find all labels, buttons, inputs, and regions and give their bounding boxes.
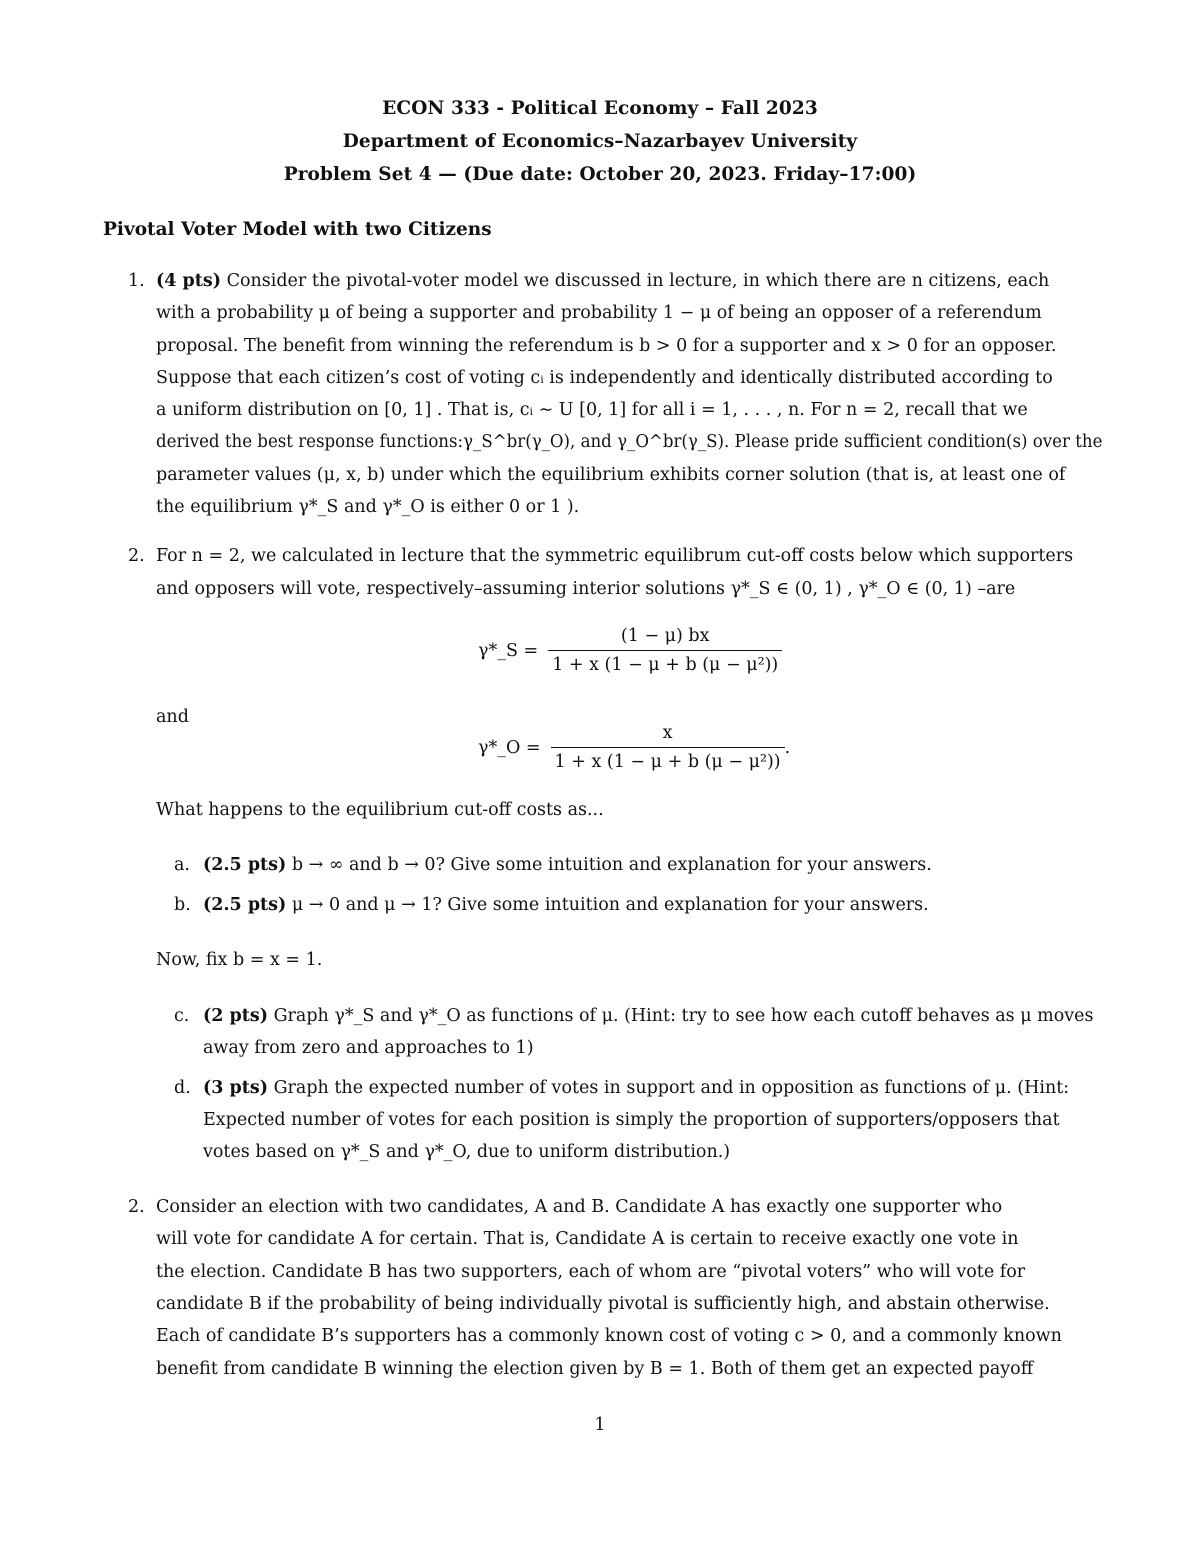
- part-d-line-1: (3 pts) Graph the expected number of votes in support and in opposition as functions of μ. (Hint:: [203, 1078, 1070, 1098]
- question-3-line-3: the election. Candidate B has two supporters, each of whom are “pivotal voters” who will vote for: [156, 1262, 1026, 1282]
- department-line: Department of Economics–Nazarbayev University: [342, 131, 858, 152]
- question-3-line-1: Consider an election with two candidates, A and B. Candidate A has exactly one supporter who: [156, 1197, 1003, 1217]
- question-1-line-2: with a probability μ of being a supporter and probability 1 − μ of being an opposer of a referendum: [156, 303, 1042, 323]
- part-a-text: (2.5 pts) b → ∞ and b → 0? Give some intuition and explanation for your answers.: [203, 855, 932, 875]
- part-b-text: (2.5 pts) μ → 0 and μ → 1? Give some intuition and explanation for your answers.: [203, 895, 929, 915]
- equation-gamma-s-lhs: γ*_S =: [478, 640, 539, 661]
- part-c-line-2: away from zero and approaches to 1): [203, 1038, 534, 1058]
- question-1-number: 1.: [128, 271, 145, 291]
- equation-gamma-o-lhs: γ*_O =: [478, 737, 541, 758]
- question-3-line-6: benefit from candidate B winning the election given by B = 1. Both of them get an expected payoff: [156, 1359, 1034, 1379]
- question-3-line-2: will vote for candidate A for certain. That is, Candidate A is certain to receive exactly one vote in: [156, 1229, 1019, 1249]
- part-a-label: a.: [174, 855, 190, 875]
- question-1-line-1: (4 pts) Consider the pivotal-voter model we discussed in lecture, in which there are n citizens, each: [156, 271, 1050, 291]
- question-1-line-3: proposal. The benefit from winning the referendum is b > 0 for a supporter and x > 0 for an opposer.: [156, 336, 1057, 356]
- part-c-points: (2 pts): [203, 1006, 269, 1026]
- question-3-line-4: candidate B if the probability of being individually pivotal is sufficiently high, and abstain otherwise.: [156, 1294, 1050, 1314]
- question-2-number: 2.: [128, 546, 145, 566]
- question-1-line-5: a uniform distribution on [0, 1] . That is, cᵢ ∼ U [0, 1] for all i = 1, . . . , n. For n = 2, recall that we: [156, 400, 1028, 420]
- part-d-line-2: Expected number of votes for each position is simply the proportion of supporters/opposers that: [203, 1110, 1060, 1130]
- question-2-line-1: For n = 2, we calculated in lecture that the symmetric equilibrum cut-off costs below which supporters: [156, 546, 1074, 566]
- question-1-line-8: the equilibrium γ*_S and γ*_O is either 0 or 1 ).: [156, 497, 580, 517]
- part-c-label: c.: [174, 1006, 190, 1026]
- equation-gamma-o-numerator: x: [662, 723, 673, 743]
- and-text: and: [156, 707, 189, 727]
- question-3-number: 2.: [128, 1197, 145, 1217]
- question-1-line-7: parameter values (μ, x, b) under which the equilibrium exhibits corner solution (that is, at least one of: [156, 465, 1066, 485]
- course-title: ECON 333 - Political Economy – Fall 2023: [382, 98, 818, 119]
- equation-gamma-s-numerator: (1 − μ) bx: [620, 626, 710, 646]
- question-2-line-2: and opposers will vote, respectively–assuming interior solutions γ*_S ∈ (0, 1) , γ*_O ∈ (0, 1) –are: [156, 579, 1016, 599]
- equation-gamma-o-period: .: [784, 737, 791, 758]
- part-b-points: (2.5 pts): [203, 895, 287, 915]
- part-c-line-1: (2 pts) Graph γ*_S and γ*_O as functions of μ. (Hint: try to see how each cutoff behaves as μ moves: [203, 1006, 1094, 1026]
- page-number: 1: [594, 1415, 606, 1435]
- equation-gamma-o-denominator: 1 + x (1 − μ + b (μ − μ²)): [554, 752, 781, 772]
- fix-text: Now, fix b = x = 1.: [156, 950, 323, 970]
- question-3-line-5: Each of candidate B’s supporters has a commonly known cost of voting c > 0, and a commonly known: [156, 1326, 1062, 1346]
- what-happens-text: What happens to the equilibrium cut-off costs as...: [156, 800, 604, 820]
- equation-gamma-s: [478, 626, 782, 675]
- part-d-points: (3 pts): [203, 1078, 269, 1098]
- question-1-line-6: derived the best response functions:γ_S^br(γ_O), and γ_O^br(γ_S). Please pride sufficient condition(s) over the: [156, 432, 1103, 452]
- part-d-line-3: votes based on γ*_S and γ*_O, due to uniform distribution.): [203, 1142, 731, 1162]
- part-a-points: (2.5 pts): [203, 855, 287, 875]
- question-1-points: (4 pts): [156, 271, 222, 291]
- equation-gamma-s-denominator: 1 + x (1 − μ + b (μ − μ²)): [552, 655, 779, 675]
- equation-gamma-o: [478, 723, 790, 772]
- problem-set-title: Problem Set 4 — (Due date: October 20, 2023. Friday–17:00): [283, 164, 917, 185]
- part-d-label: d.: [174, 1078, 191, 1098]
- question-1-line-4: Suppose that each citizen’s cost of voting cᵢ is independently and identically distributed according to: [156, 368, 1053, 388]
- part-b-label: b.: [174, 895, 191, 915]
- section-title: Pivotal Voter Model with two Citizens: [103, 219, 492, 240]
